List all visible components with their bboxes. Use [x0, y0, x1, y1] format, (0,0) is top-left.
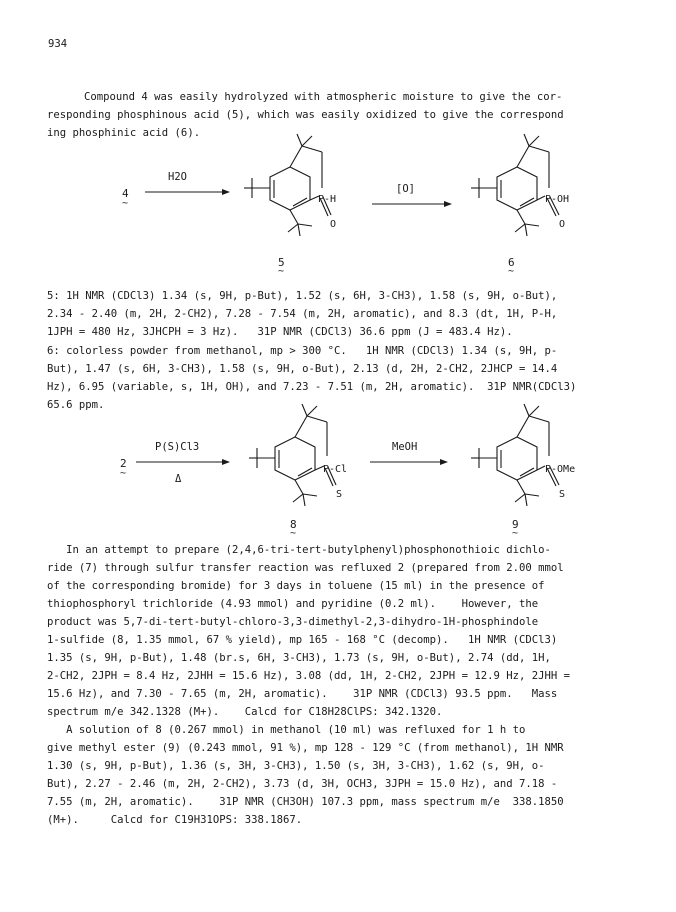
nmr-line-4: 6: colorless powder from methanol, mp > 300 °C. 1H NMR (CDCl3) 1.34 (s, 9H, p-: [47, 345, 558, 357]
intro-line-1: Compound 4 was easily hydrolyzed with atmospheric moisture to give the cor-: [84, 91, 563, 103]
structure-6: [471, 134, 559, 236]
svg-text:~: ~: [120, 468, 127, 479]
compound-label-5: 5: [278, 256, 285, 269]
compound-label-6: 6: [508, 256, 515, 269]
page-number: 934: [48, 38, 68, 50]
body-line-4: thiophosphoryl trichloride (4.93 mmol) and pyridine (0.2 ml). However, the: [47, 598, 539, 610]
nmr-line-2: 2.34 - 2.40 (m, 2H, 2-CH2), 7.28 - 7.54 (m, 2H, aromatic), and 8.3 (dt, 1H, P-H,: [47, 308, 558, 320]
nmr-line-7: 65.6 ppm.: [47, 399, 105, 411]
structure-9-sulfur: S: [559, 489, 566, 500]
svg-text:~: ~: [278, 266, 285, 277]
compound-label-8: 8: [290, 518, 297, 531]
scheme2-start-compound: 2: [120, 457, 127, 470]
body-line-10: spectrum m/e 342.1328 (M+). Calcd for C18H28ClPS: 342.1320.: [47, 706, 443, 718]
body-line-11: A solution of 8 (0.267 mmol) in methanol (10 ml) was refluxed for 1 h to: [47, 724, 526, 736]
structure-5: [244, 134, 331, 236]
compound-label-9: 9: [512, 518, 519, 531]
scheme1-reagent-2: [O]: [396, 183, 415, 195]
body-line-12: give methyl ester (9) (0.243 mmol, 91 %), mp 128 - 129 °C (from methanol), 1H NMR: [47, 742, 564, 754]
structure-9: [471, 404, 559, 506]
svg-text:~: ~: [512, 528, 519, 539]
svg-text:~: ~: [122, 198, 129, 209]
scheme1-start-compound: 4: [122, 187, 129, 200]
body-line-9: 15.6 Hz), and 7.30 - 7.65 (m, 2H, aromatic). 31P NMR (CDCl3) 93.5 ppm. Mass: [47, 688, 558, 700]
body-line-5: product was 5,7-di-tert-butyl-chloro-3,3-dimethyl-2,3-dihydro-1H-phosphindole: [47, 616, 539, 628]
structure-5-oxygen: O: [330, 219, 337, 230]
body-line-7: 1.35 (s, 9H, p-But), 1.48 (br.s, 6H, 3-CH3), 1.73 (s, 9H, o-But), 2.74 (dd, 1H,: [47, 652, 551, 664]
svg-text:~: ~: [508, 266, 515, 277]
nmr-line-1: 5: 1H NMR (CDCl3) 1.34 (s, 9H, p-But), 1.52 (s, 6H, 3-CH3), 1.58 (s, 9H, o-But),: [47, 290, 558, 302]
structure-6-oxygen: O: [559, 219, 566, 230]
structure-8-group: P-Cl: [323, 464, 348, 475]
nmr-line-5: But), 1.47 (s, 6H, 3-CH3), 1.58 (s, 9H, o-But), 2.13 (d, 2H, 2-CH2, 2JHCP = 14.4: [47, 363, 558, 375]
structure-8: [249, 404, 336, 506]
body-line-15: 7.55 (m, 2H, aromatic). 31P NMR (CH3OH) 107.3 ppm, mass spectrum m/e 338.1850: [47, 796, 564, 808]
body-line-8: 2-CH2, 2JPH = 8.4 Hz, 2JHH = 15.6 Hz), 3.08 (dd, 1H, 2-CH2, 2JPH = 12.9 Hz, 2JHH =: [47, 670, 570, 682]
scheme2-reagent-2: MeOH: [392, 441, 418, 453]
body-line-2: ride (7) through sulfur transfer reaction was refluxed 2 (prepared from 2.00 mmol: [47, 562, 564, 574]
intro-line-2: responding phosphinous acid (5), which was easily oxidized to give the correspond: [47, 109, 564, 121]
scheme1-reagent-1: H2O: [168, 171, 187, 183]
reaction-scheme-2: [0, 412, 676, 539]
intro-line-3: ing phosphinic acid (6).: [47, 127, 201, 139]
nmr-line-6: Hz), 6.95 (variable, s, 1H, OH), and 7.23 - 7.51 (m, 2H, aromatic). 31P NMR(CDCl3): [47, 381, 577, 393]
body-line-3: of the corresponding bromide) for 3 days in toluene (15 ml) in the presence of: [47, 580, 545, 592]
nmr-line-3: 1JPH = 480 Hz, 3JHCPH = 3 Hz). 31P NMR (CDCl3) 36.6 ppm (J = 483.4 Hz).: [47, 326, 513, 338]
body-line-1: In an attempt to prepare (2,4,6-tri-tert-butylphenyl)phosphonothioic dichlo-: [47, 544, 551, 556]
structure-6-group: P-OH: [545, 194, 570, 205]
svg-text:~: ~: [290, 528, 297, 539]
structure-5-group: P-H: [318, 194, 337, 205]
reaction-scheme-1: [0, 140, 676, 277]
body-line-16: (M+). Calcd for C19H31OPS: 338.1867.: [47, 814, 303, 826]
body-line-13: 1.30 (s, 9H, p-But), 1.36 (s, 3H, 3-CH3), 1.50 (s, 3H, 3-CH3), 1.62 (s, 9H, o-: [47, 760, 545, 772]
scheme2-reagent-1: P(S)Cl3: [155, 441, 200, 453]
body-line-14: But), 2.27 - 2.46 (m, 2H, 2-CH2), 3.73 (d, 3H, OCH3, 3JPH = 15.0 Hz), and 7.18 -: [47, 778, 558, 790]
scheme2-condition-1: Δ: [175, 473, 182, 485]
structure-8-sulfur: S: [336, 489, 343, 500]
structure-9-group: P-OMe: [545, 464, 576, 475]
body-line-6: 1-sulfide (8, 1.35 mmol, 67 % yield), mp 165 - 168 °C (decomp). 1H NMR (CDCl3): [47, 634, 558, 646]
